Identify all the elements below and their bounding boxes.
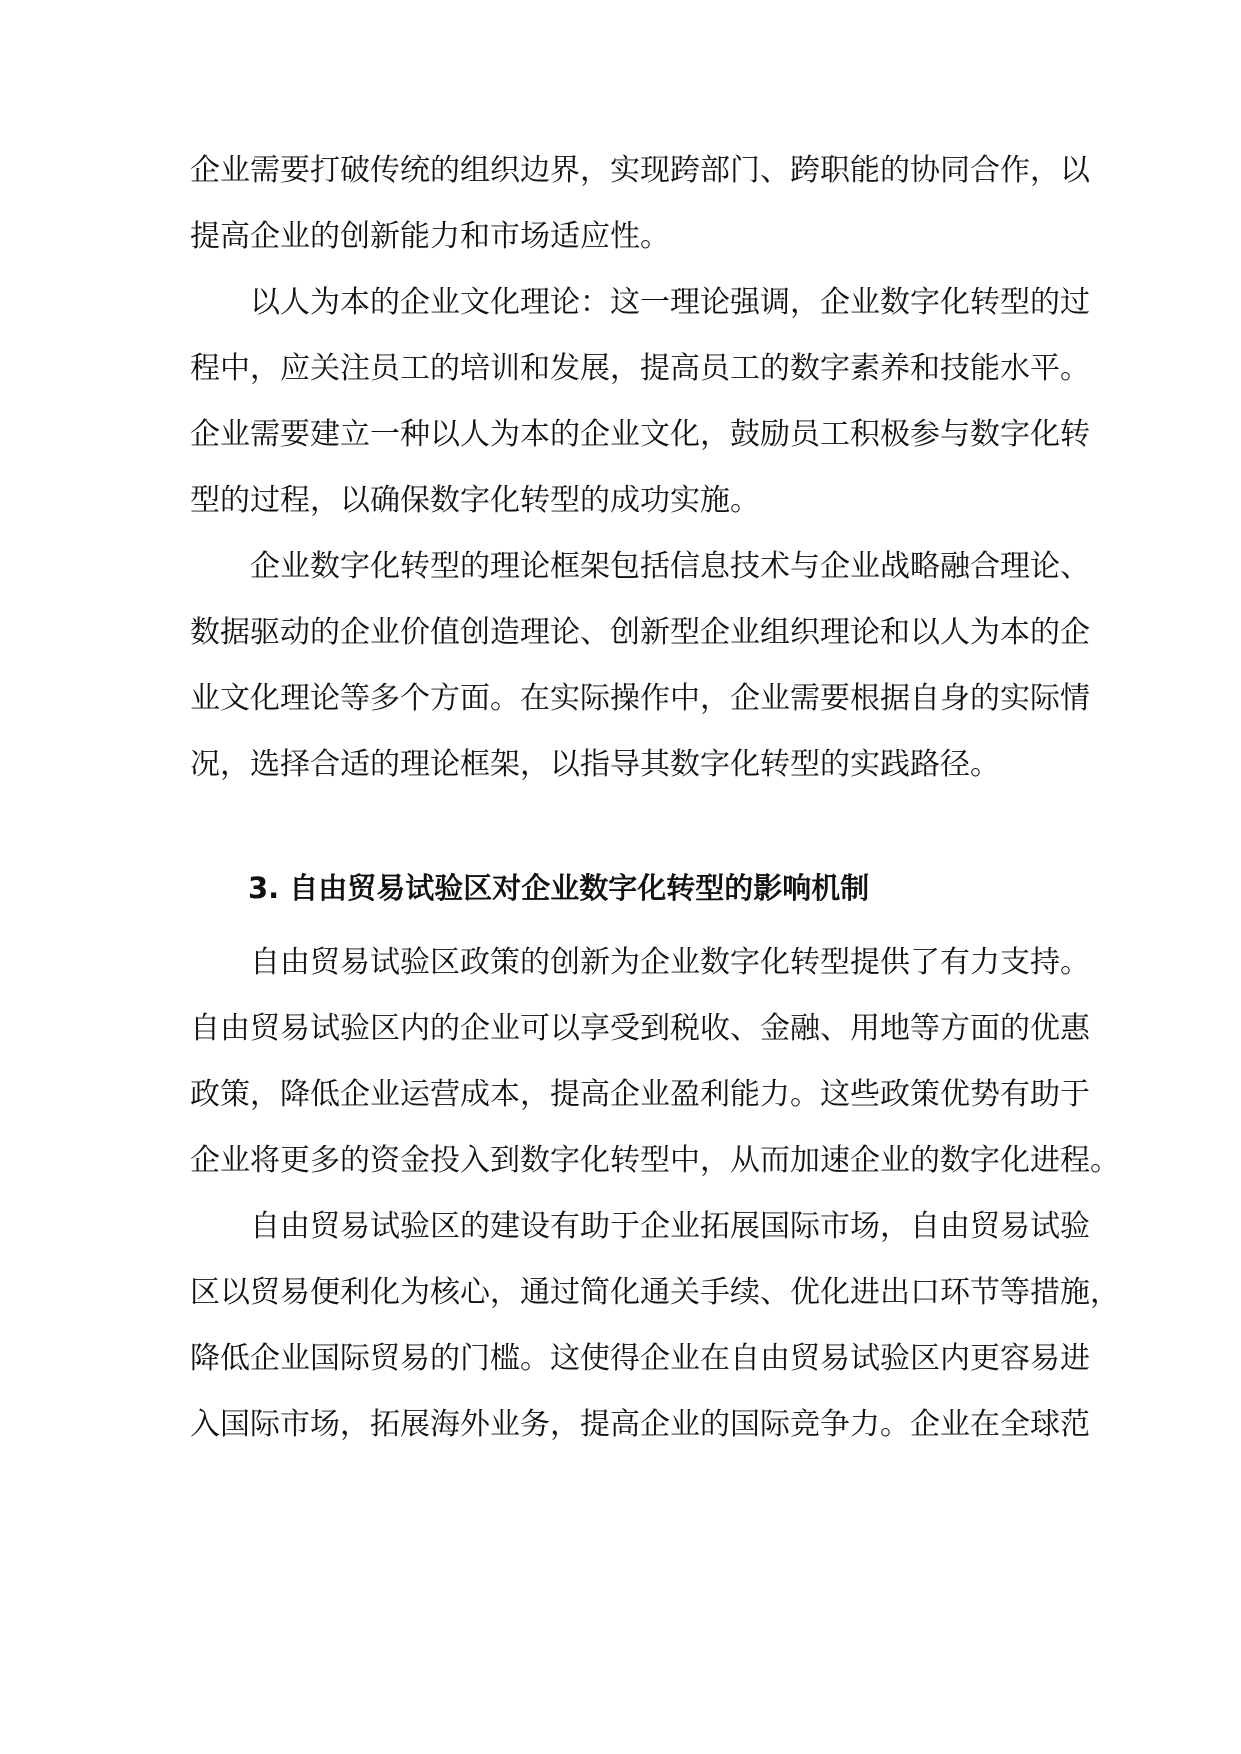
paragraph [190, 534, 1090, 798]
section-spacer [190, 798, 1052, 846]
text-line: 提高企业的创新能力和市场适应性。 [190, 219, 670, 254]
text-line: 企业需要打破传统的组织边界，实现跨部门、跨职能的协同合作，以 [190, 153, 1090, 188]
text-line: 程中，应关注员工的培训和发展，提高员工的数字素养和技能水平。 [190, 351, 1090, 386]
text-line: 自由贸易试验区内的企业可以享受到税收、金融、用地等方面的优惠 [190, 1011, 1090, 1046]
text-line: 数据驱动的企业价值创造理论、创新型企业组织理论和以人为本的企 [190, 615, 1090, 650]
paragraph [190, 270, 1090, 534]
document-page [190, 138, 1120, 1458]
section-heading: 3. 自由贸易试验区对企业数字化转型的影响机制 [248, 871, 870, 905]
paragraph [190, 138, 1090, 270]
text-line: 业文化理论等多个方面。在实际操作中，企业需要根据自身的实际情 [190, 681, 1090, 716]
text-line: 入国际市场，拓展海外业务，提高企业的国际竞争力。企业在全球范 [190, 1407, 1090, 1442]
text-line: 自由贸易试验区政策的创新为企业数字化转型提供了有力支持。 [250, 945, 1090, 980]
paragraph [190, 930, 1120, 1194]
text-line: 以人为本的企业文化理论：这一理论强调，企业数字化转型的过 [250, 285, 1090, 320]
text-line: 降低企业国际贸易的门槛。这使得企业在自由贸易试验区内更容易进 [190, 1341, 1090, 1376]
paragraph [190, 1194, 1120, 1458]
text-line: 自由贸易试验区的建设有助于企业拓展国际市场，自由贸易试验 [250, 1209, 1090, 1244]
text-line: 型的过程，以确保数字化转型的成功实施。 [190, 483, 760, 518]
text-line: 企业将更多的资金投入到数字化转型中，从而加速企业的数字化进程。 [190, 1143, 1120, 1178]
text-line: 企业数字化转型的理论框架包括信息技术与企业战略融合理论、 [250, 549, 1090, 584]
text-line: 政策，降低企业运营成本，提高企业盈利能力。这些政策优势有助于 [190, 1077, 1090, 1112]
text-line: 区以贸易便利化为核心，通过简化通关手续、优化进出口环节等措施， [190, 1275, 1120, 1310]
text-line: 企业需要建立一种以人为本的企业文化，鼓励员工积极参与数字化转 [190, 417, 1090, 452]
text-line: 况，选择合适的理论框架，以指导其数字化转型的实践路径。 [190, 747, 1000, 782]
